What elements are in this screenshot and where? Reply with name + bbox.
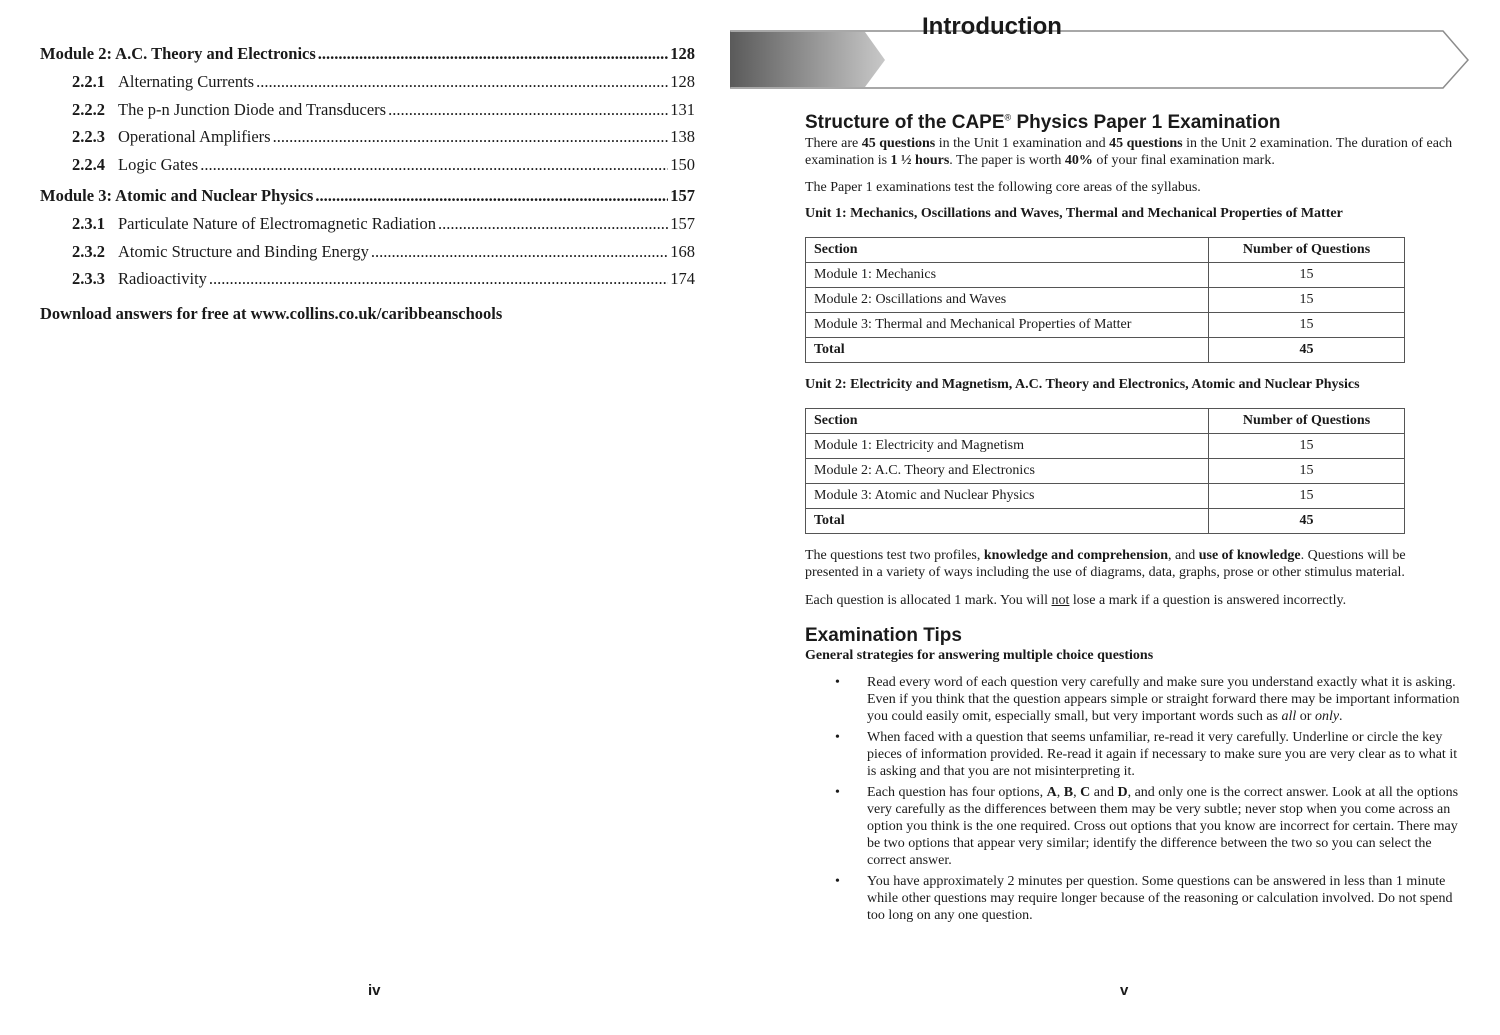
table-cell-count: 15 [1209, 288, 1405, 313]
tip-item [805, 674, 1460, 725]
bullet-icon: • [835, 874, 840, 889]
table-cell-section: Module 1: Electricity and Magnetism [806, 434, 1209, 459]
text-run: Read every word of each question very carefully and make sure you understand exactly what it is asking. Even if you think that the question appears simple or straight forward there may be important information you could easily omit, especially small, but very important words such as [867, 675, 1460, 724]
text-run: 45 questions [1109, 136, 1183, 151]
text-run: There are [805, 136, 862, 151]
tip-item [805, 729, 1460, 780]
tip-item [805, 873, 1460, 924]
unit1-heading: Unit 1: Mechanics, Oscillations and Waves, Thermal and Mechanical Properties of Matter [805, 206, 1343, 221]
toc-entry-title: Logic Gates [118, 155, 199, 174]
text-run: Each question has four options, [867, 785, 1047, 800]
text-run: You have approximately 2 minutes per question. Some questions can be answered in less than 1 minute while other questions may require longer because of the reasoning or calculation involved. Do not spend too long on any one question. [867, 874, 1453, 923]
bullet-icon: • [835, 675, 840, 690]
table-cell-count: 45 [1209, 509, 1405, 534]
structure-paragraph [805, 135, 1460, 169]
table-row [806, 459, 1405, 484]
toc-entry-title: Radioactivity [118, 269, 207, 288]
tips-subheading: General strategies for answering multiple choice questions [805, 648, 1154, 663]
text-run: , [1073, 785, 1081, 800]
table-row [806, 288, 1405, 313]
table-cell-count: 15 [1209, 263, 1405, 288]
introduction-title: Introduction [922, 13, 1062, 40]
toc-entry-title: Module 2: A.C. Theory and Electronics [40, 44, 316, 63]
page-number-left: iv [368, 982, 381, 999]
text-run: , and [1167, 548, 1199, 563]
toc-entry-number: 2.2.2 [72, 100, 105, 119]
table-cell-section: Total [806, 509, 1209, 534]
table-cell-section: Module 3: Thermal and Mechanical Properties of Matter [806, 313, 1209, 338]
toc-module-entry[interactable] [40, 186, 695, 206]
toc-entry-page: 174 [670, 269, 695, 288]
right-page [750, 0, 1500, 1035]
table-header-row [806, 238, 1405, 263]
text-run: C [1080, 785, 1091, 800]
toc-entry-title: Particulate Nature of Electromagnetic Radiation [118, 214, 436, 233]
table-cell-count: Number of Questions [1209, 409, 1405, 434]
table-cell-count: 45 [1209, 338, 1405, 363]
table-row [806, 313, 1405, 338]
table-total-row [806, 338, 1405, 363]
text-run: use of knowledge [1198, 548, 1301, 563]
table-cell-section: Module 1: Mechanics [806, 263, 1209, 288]
table-cell-section: Module 3: Atomic and Nuclear Physics [806, 484, 1209, 509]
unit2-questions-table [805, 408, 1405, 534]
toc-entry-number: 2.3.3 [72, 269, 105, 288]
introduction-banner [730, 30, 1470, 90]
table-cell-section: Module 2: A.C. Theory and Electronics [806, 459, 1209, 484]
toc-subentry[interactable] [72, 242, 695, 262]
toc-entry-title: Module 3: Atomic and Nuclear Physics [40, 186, 314, 205]
toc-entry-number: 2.2.4 [72, 155, 105, 174]
table-row [806, 484, 1405, 509]
table-total-row [806, 509, 1405, 534]
toc-leader-dots [388, 100, 668, 120]
text-run: 1 ½ hours [890, 153, 950, 168]
text-run: When faced with a question that seems unfamiliar, re-read it very carefully. Underline or circle the key pieces of information provided. Re-read it again if necessary to make sure you are very clear as to what it is asking and that you are not misinterpreting it. [867, 730, 1458, 779]
toc-leader-dots [256, 72, 668, 92]
text-run: . The paper is worth [949, 153, 1065, 168]
text-run: , and only one is the correct answer. Look at all the options very carefully as the differences between them may be very subtle; never stop when you come across an option you think is the one required. Cross out options that you know are incorrect for certain. There may be two options that appear very similar; identify the difference between the two so you can select the correct answer. [867, 785, 1459, 868]
unit2-heading: Unit 2: Electricity and Magnetism, A.C. Theory and Electronics, Atomic and Nuclear Physics [805, 377, 1360, 392]
text-run: 45 questions [861, 136, 936, 151]
bullet-icon: • [835, 785, 840, 800]
text-run: . Questions will be presented in a variety of ways including the use of diagrams, data, graphs, prose or other stimulus material. [805, 548, 1406, 580]
toc-subentry[interactable] [72, 127, 695, 147]
toc-subentry[interactable] [72, 155, 695, 175]
text-run: B [1063, 785, 1074, 800]
table-cell-count: 15 [1209, 313, 1405, 338]
table-cell-section: Module 2: Oscillations and Waves [806, 288, 1209, 313]
toc-leader-dots [200, 155, 668, 175]
toc-entry-page: 150 [670, 155, 695, 174]
toc-entry-page: 128 [670, 44, 695, 63]
table-cell-count: Number of Questions [1209, 238, 1405, 263]
table-cell-section: Total [806, 338, 1209, 363]
text-run: only [1314, 709, 1340, 724]
text-run: of your final examination mark. [1092, 153, 1275, 168]
toc-subentry[interactable] [72, 269, 695, 289]
toc-leader-dots [209, 269, 668, 289]
text-run: 40% [1064, 153, 1093, 168]
table-cell-count: 15 [1209, 434, 1405, 459]
text-run: all [1281, 709, 1297, 724]
profiles-paragraph [805, 547, 1460, 581]
text-run: D [1117, 785, 1128, 800]
text-run: Each question is allocated 1 mark. You will [805, 593, 1052, 608]
toc-entry-page: 128 [670, 72, 695, 91]
table-row [806, 434, 1405, 459]
toc-entry-title: The p-n Junction Diode and Transducers [118, 100, 387, 119]
mark-paragraph [805, 592, 1460, 609]
toc-entry-title: Alternating Currents [118, 72, 255, 91]
text-run: or [1296, 709, 1315, 724]
core-areas-text: The Paper 1 examinations test the following core areas of the syllabus. [805, 180, 1201, 195]
toc-entry-page: 157 [670, 214, 695, 233]
toc-entry-title: Atomic Structure and Binding Energy [118, 242, 369, 261]
tips-heading: Examination Tips [805, 625, 962, 646]
toc-leader-dots [315, 186, 668, 206]
toc-entry-page: 157 [670, 186, 695, 205]
toc-subentry[interactable] [72, 100, 695, 120]
text-run: The questions test two profiles, [805, 548, 984, 563]
tip-item [805, 784, 1460, 869]
table-cell-section: Section [806, 238, 1209, 263]
page-number-right: v [1120, 982, 1129, 999]
text-run: A [1046, 785, 1057, 800]
toc-subentry[interactable] [72, 214, 695, 234]
toc-entry-page: 131 [670, 100, 695, 119]
text-run: and [1090, 785, 1118, 800]
toc-leader-dots [273, 127, 669, 147]
structure-heading: Structure of the CAPE® Physics Paper 1 Examination [805, 112, 1281, 133]
text-run: in the Unit 1 examination and [935, 136, 1110, 151]
text-run: in the Unit 2 examination. The duration of each examination is [805, 136, 1453, 168]
toc-entry-number: 2.3.1 [72, 214, 105, 233]
text-run: not [1051, 593, 1070, 608]
table-cell-count: 15 [1209, 459, 1405, 484]
download-answers-text: Download answers for free at www.collins.co.uk/caribbeanschools [40, 304, 503, 323]
tips-list [805, 674, 1460, 928]
table-cell-section: Section [806, 409, 1209, 434]
table-header-row [806, 409, 1405, 434]
text-run: knowledge and comprehension [983, 548, 1168, 563]
bullet-icon: • [835, 730, 840, 745]
toc-entry-number: 2.2.1 [72, 72, 105, 91]
toc-entry-number: 2.3.2 [72, 242, 105, 261]
toc-leader-dots [318, 44, 668, 64]
toc-entry-title: Operational Amplifiers [118, 127, 271, 146]
table-row [806, 263, 1405, 288]
toc-entry-page: 168 [670, 242, 695, 261]
toc-module-entry[interactable] [40, 44, 695, 64]
table-cell-count: 15 [1209, 484, 1405, 509]
unit1-questions-table [805, 237, 1405, 363]
toc-entry-number: 2.2.3 [72, 127, 105, 146]
text-run: , [1056, 785, 1064, 800]
toc-leader-dots [438, 214, 668, 234]
toc-entry-page: 138 [670, 127, 695, 146]
text-run: lose a mark if a question is answered incorrectly. [1069, 593, 1347, 608]
toc-subentry[interactable] [72, 72, 695, 92]
text-run: . [1339, 709, 1343, 724]
toc-leader-dots [371, 242, 668, 262]
